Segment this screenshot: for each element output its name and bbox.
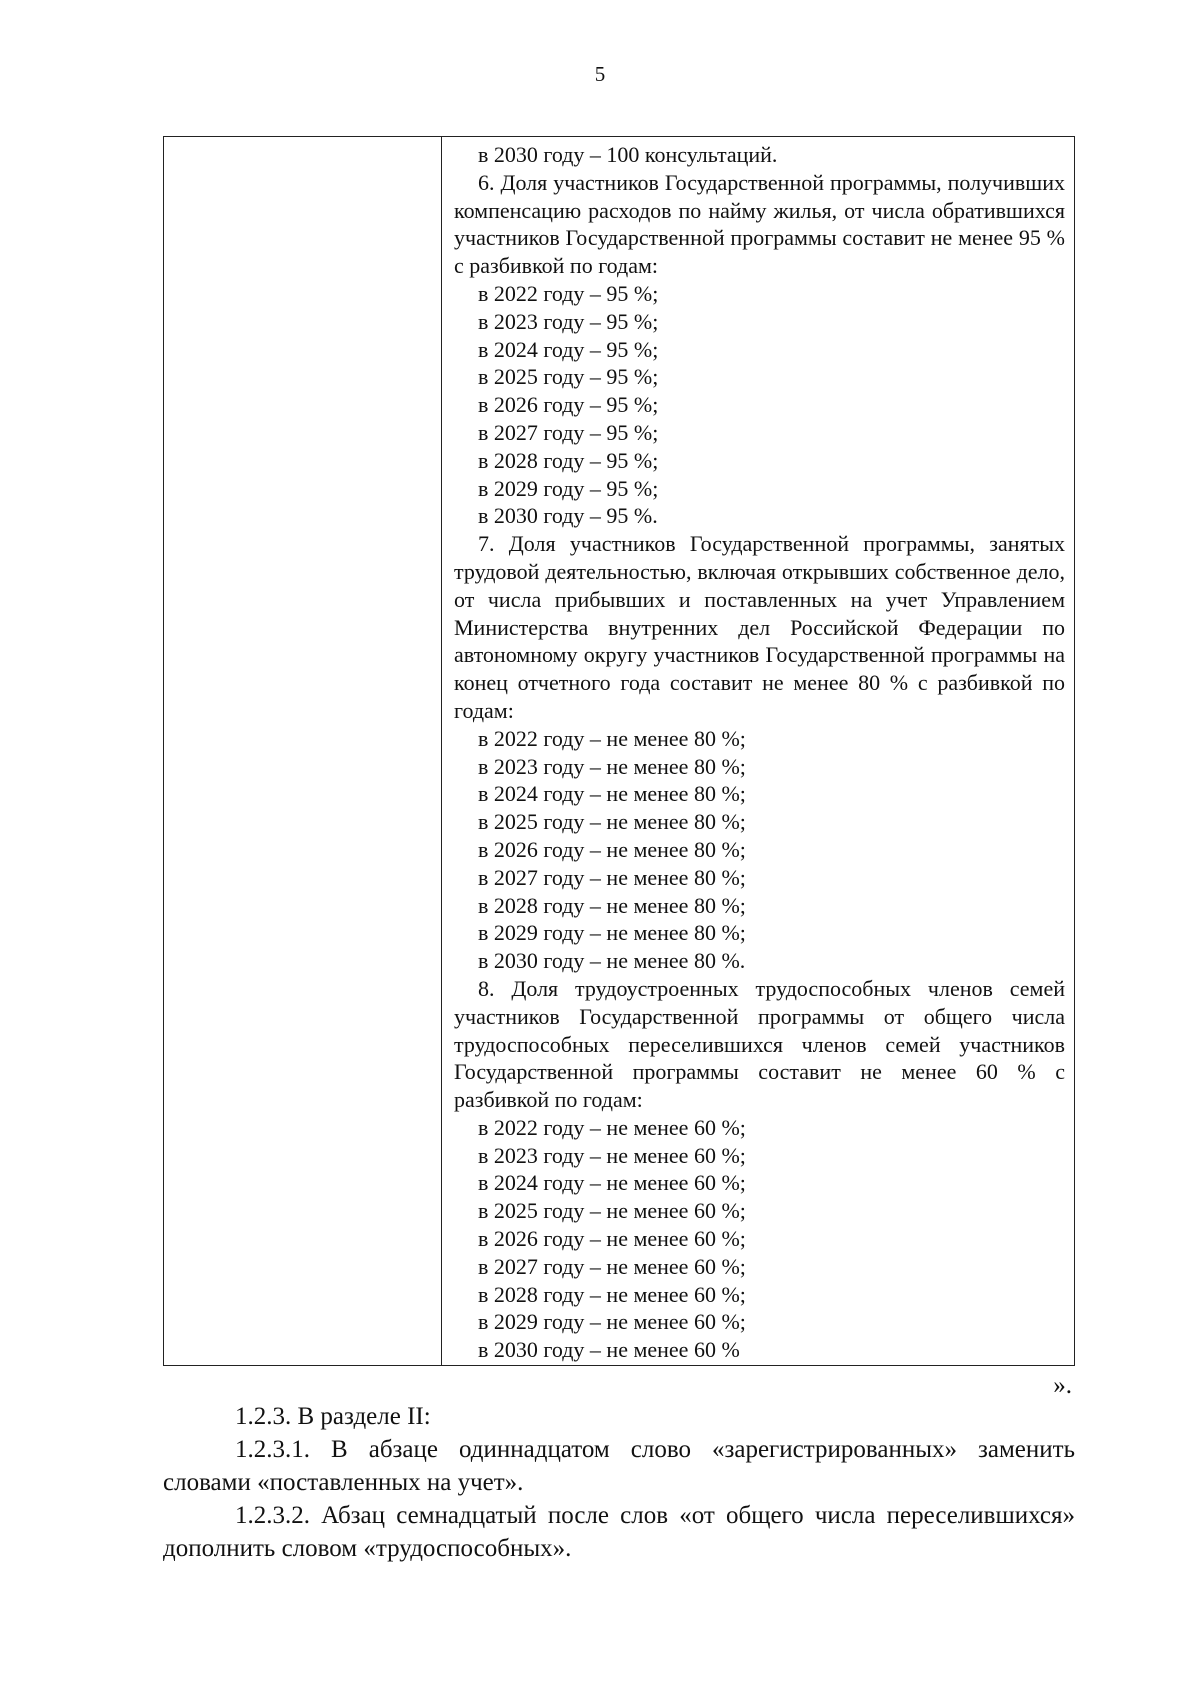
indicator-8-text: 8. Доля трудоустроенных трудоспособных членов семей участников Государственной программы от общего числа трудоспособных переселившихся членов семей участников Государственной программы составит не менее 60 % с разбивкой по годам: [454, 975, 1065, 1113]
consultations-final-line: в 2030 году – 100 консультаций. [478, 142, 778, 167]
list-item: в 2026 году – 95 %; [478, 392, 659, 418]
program-indicators-table [163, 136, 1075, 1366]
list-item: в 2025 году – 95 %; [478, 364, 659, 390]
list-item: в 2027 году – 95 %; [478, 419, 659, 445]
list-item: в 2024 году – не менее 60 %; [478, 1170, 746, 1196]
list-item: в 2030 году – не менее 60 % [478, 1337, 740, 1363]
section-1-2-3: 1.2.3. В разделе II: [235, 1403, 431, 1430]
list-item: в 2024 году – 95 %; [478, 336, 659, 362]
list-item: в 2028 году – 95 %; [478, 447, 659, 473]
list-item: в 2029 году – не менее 60 %; [478, 1309, 746, 1335]
list-item: в 2023 году – не менее 60 %; [478, 1142, 746, 1168]
indicator-7-text: 7. Доля участников Государственной программы, занятых трудовой деятельностью, включая открывших собственное дело, от числа прибывших и поставленных на учет Управлением Министерства внутренних дел Российской Федерации по автономному округу участников Государственной программы на конец отчетного года составит не менее 80 % с разбивкой по годам: [454, 531, 1065, 723]
list-item: в 2030 году – 95 %. [478, 503, 658, 529]
list-item: в 2027 году – не менее 60 %; [478, 1253, 746, 1279]
list-item: в 2022 году – не менее 80 %; [478, 725, 746, 751]
list-item: в 2030 году – не менее 80 %. [478, 948, 746, 974]
indicator-6-text: 6. Доля участников Государственной программы, получивших компенсацию расходов по найму жилья, от числа обратившихся участников Государственной программы составит не менее 95 % с разбивкой по годам: [454, 169, 1065, 279]
list-item: в 2027 году – не менее 80 %; [478, 864, 746, 890]
list-item: в 2029 году – 95 %; [478, 475, 659, 501]
list-item: в 2028 году – не менее 60 %; [478, 1281, 746, 1307]
page-number: 5 [594, 62, 606, 86]
list-item: в 2022 году – не менее 60 %; [478, 1114, 746, 1140]
list-item: в 2025 году – не менее 80 %; [478, 809, 746, 835]
table-right-column [442, 137, 1074, 1365]
amendment-text [163, 1400, 1075, 1565]
closing-quote: ». [1053, 1372, 1072, 1399]
list-item: в 2022 году – 95 %; [478, 280, 659, 306]
list-item: в 2026 году – не менее 80 %; [478, 836, 746, 862]
list-item: в 2026 году – не менее 60 %; [478, 1226, 746, 1252]
list-item: в 2023 году – не менее 80 %; [478, 753, 746, 779]
section-1-2-3-2: 1.2.3.2. Абзац семнадцатый после слов «от общего числа переселившихся» дополнить словом «трудоспособных». [163, 1502, 1075, 1562]
list-item: в 2028 году – не менее 80 %; [478, 892, 746, 918]
list-item: в 2029 году – не менее 80 %; [478, 920, 746, 946]
list-item: в 2025 году – не менее 60 %; [478, 1198, 746, 1224]
table-left-column [164, 137, 442, 1365]
list-item: в 2023 году – 95 %; [478, 308, 659, 334]
section-1-2-3-1: 1.2.3.1. В абзаце одиннадцатом слово «зарегистрированных» заменить словами «поставленных на учет». [163, 1436, 1075, 1496]
list-item: в 2024 году – не менее 80 %; [478, 781, 746, 807]
